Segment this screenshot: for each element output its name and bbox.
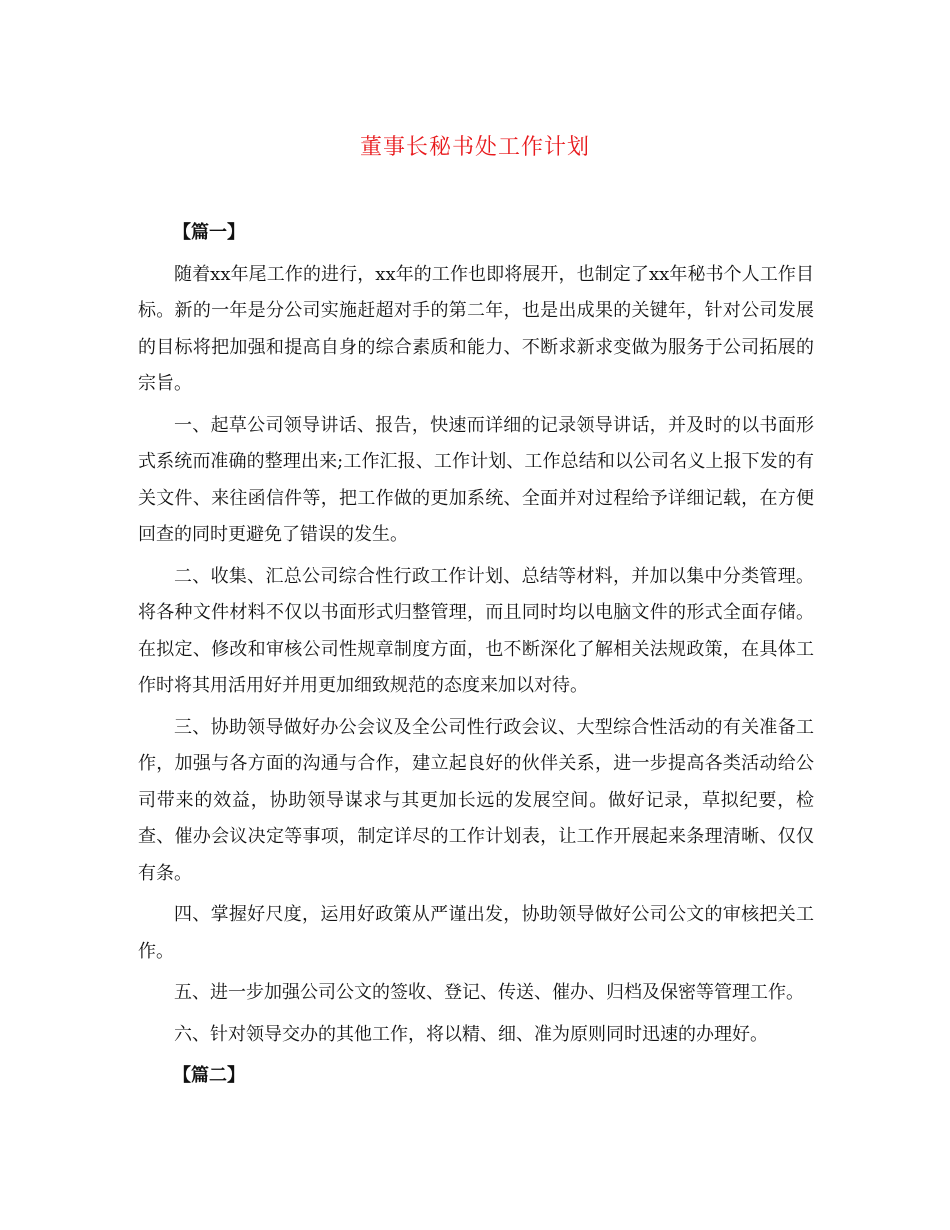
document-body	[138, 215, 814, 1100]
paragraph: 五、进一步加强公司公文的签收、登记、传送、催办、归档及保密等管理工作。	[174, 982, 804, 1003]
paragraph: 一、起草公司领导讲话、报告，快速而详细的记录领导讲话，并及时的以书面形式系统而准确的整理出来;工作汇报、工作计划、工作总结和以公司名义上报下发的有关文件、来往函信件等，把工作做的更加系统、全面并对过程给予详细记载，在方便回查的同时更避免了错误的发生。	[138, 414, 814, 545]
paragraph: 六、针对领导交办的其他工作，将以精、细、准为原则同时迅速的办理好。	[174, 1023, 768, 1045]
paragraph: 四、掌握好尺度，运用好政策从严谨出发，协助领导做好公司公文的审核把关工作。	[138, 904, 814, 962]
section-heading: 【篇二】	[173, 1065, 245, 1086]
section-heading: 【篇一】	[173, 222, 245, 243]
paragraph: 三、协助领导做好办公会议及全公司性行政会议、大型综合性活动的有关准备工作，加强与各方面的沟通与合作，建立起良好的伙伴关系，进一步提高各类活动给公司带来的效益，协助领导谋求与其更加长远的发展空间。做好记录，草拟纪要，检查、催办会议决定等事项，制定详尽的工作计划表，让工作开展起来条理清晰、仅仅有条。	[138, 716, 814, 884]
document-title: 董事长秘书处工作计划	[359, 135, 590, 160]
paragraph: 随着xx年尾工作的进行，xx年的工作也即将展开，也制定了xx年秘书个人工作目标。新的一年是分公司实施赶超对手的第二年，也是出成果的关键年，针对公司发展的目标将把加强和提高自身的综合素质和能力、不断求新求变做为服务于公司拓展的宗旨。	[138, 263, 814, 394]
paragraph: 二、收集、汇总公司综合性行政工作计划、总结等材料，并加以集中分类管理。将各种文件材料不仅以书面形式归整管理，而且同时均以电脑文件的形式全面存储。在拟定、修改和审核公司性规章制度方面，也不断深化了解相关法规政策，在具体工作时将其用活用好并用更加细致规范的态度来加以对待。	[138, 565, 814, 696]
